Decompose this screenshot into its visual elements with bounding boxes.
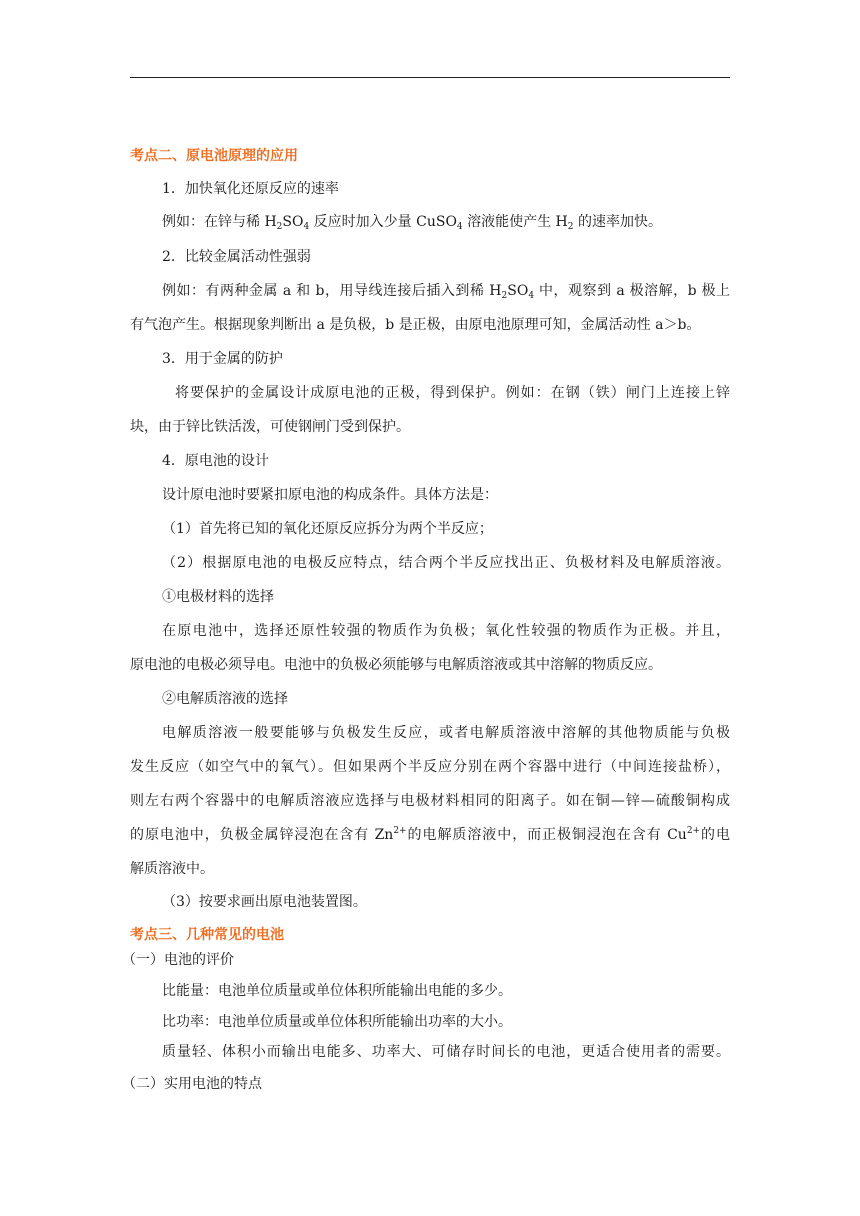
item-4-title: 4．原电池的设计	[162, 453, 269, 469]
item-2-line-2: 有气泡产生。根据现象判断出 a 是负极，b 是正极，由原电池原理可知，金属活动性 a＞b。	[130, 317, 701, 333]
part-1-title: （一）电池的评价	[122, 952, 234, 968]
section-heading-2: 考点二、原电池原理的应用	[130, 148, 298, 164]
part-1-line-1: 比能量：电池单位质量或单位体积所能输出电能的多少。	[162, 983, 512, 999]
item-1-example: 例如：在锌与稀 $H_2SO_4$ 反应时加入少量 CuSO$_4$ 溶液能使产生 $H_2$ 的速率加快。	[162, 214, 662, 232]
item-4-step-1: （1）首先将已知的氧化还原反应拆分为两个半反应；	[162, 521, 493, 537]
item-4-line-1: 设计原电池时要紧扣原电池的构成条件。具体方法是：	[162, 487, 498, 503]
electrode-line-1: 在原电池中，选择还原性较强的物质作为负极；氧化性较强的物质作为正极。并且，	[162, 623, 730, 639]
part-1-line-2: 比功率：电池单位质量或单位体积所能输出功率的大小。	[162, 1014, 512, 1030]
item-2-title: 2．比较金属活动性强弱	[162, 249, 311, 265]
electrolyte-line-3: 则左右两个容器中的电解质溶液应选择与电极材料相同的阳离子。如在铜—锌—硫酸铜构成	[130, 793, 730, 809]
item-1-title: 1．加快氧化还原反应的速率	[162, 181, 339, 197]
item-2-line-1: 例如：有两种金属 a 和 b，用导线连接后插入到稀 $H_2SO_4$ 中，观察到 a 极溶解，b 极上	[162, 283, 730, 301]
electrolyte-line-4: 的原电池中，负极金属锌浸泡在含有 $Zn^{2+}$的电解质溶液中，而正极铜浸泡在含有 $Cu^{2+}$的电	[130, 826, 730, 843]
item-4-step-2: （2）根据原电池的电极反应特点，结合两个半反应找出正、负极材料及电解质溶液。	[162, 555, 730, 571]
part-1-line-3: 质量轻、体积小而输出电能多、功率大、可储存时间长的电池，更适合使用者的需要。	[162, 1044, 730, 1060]
item-4-step-3: （3）按要求画出原电池装置图。	[162, 894, 367, 910]
item-3-line-2: 块，由于锌比铁活泼，可使钢闸门受到保护。	[130, 419, 410, 435]
electrolyte-line-2: 发生反应（如空气中的氧气）。但如果两个半反应分别在两个容器中进行（中间连接盐桥），	[130, 759, 730, 775]
header-rule	[130, 77, 730, 78]
electrolyte-heading: ②电解质溶液的选择	[162, 691, 288, 707]
electrolyte-line-1: 电解质溶液一般要能够与负极发生反应，或者电解质溶液中溶解的其他物质能与负极	[162, 725, 730, 741]
part-2-title: （二）实用电池的特点	[122, 1076, 262, 1092]
electrode-heading: ①电极材料的选择	[162, 589, 274, 605]
item-3-line-1: 将要保护的金属设计成原电池的正极，得到保护。例如：在钢（铁）闸门上连接上锌	[175, 385, 730, 401]
item-3-title: 3．用于金属的防护	[162, 351, 283, 367]
electrode-line-2: 原电池的电极必须导电。电池中的负极必须能够与电解质溶液或其中溶解的物质反应。	[130, 657, 662, 673]
section-heading-3: 考点三、几种常见的电池	[130, 927, 284, 943]
electrolyte-line-5: 解质溶液中。	[130, 861, 214, 877]
